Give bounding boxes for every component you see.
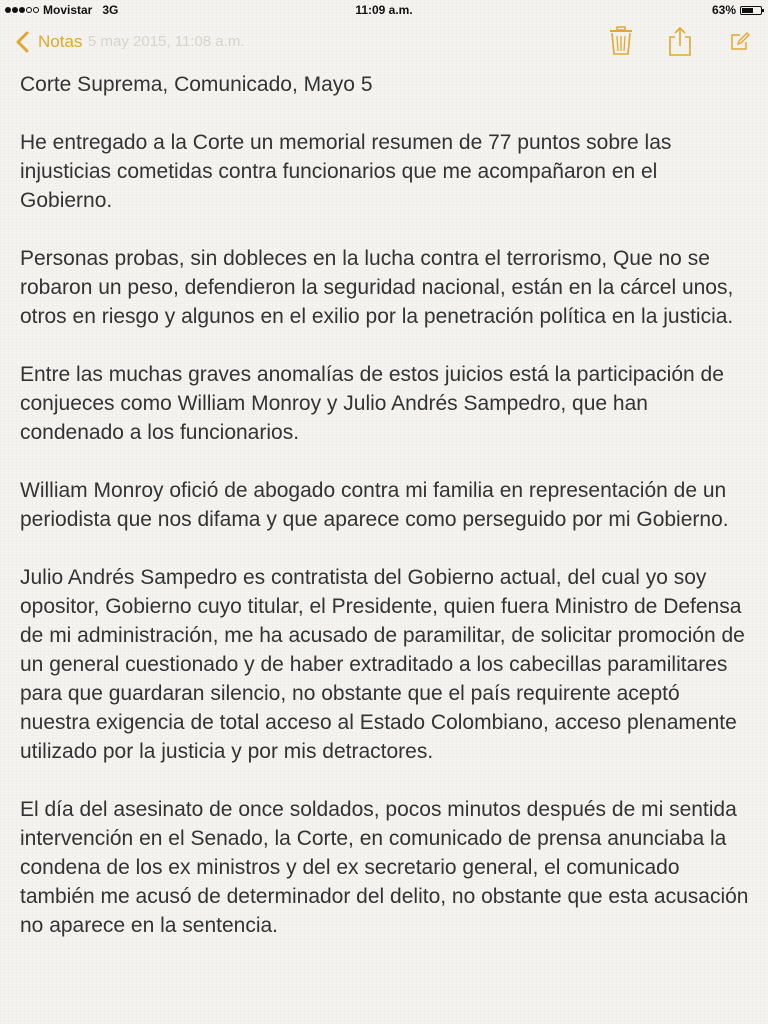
note-paragraph: Julio Andrés Sampedro es contratista del Gobierno actual, del cual yo soy opositor, Gobierno cuyo titular, el Presidente, quien fuera Ministro de Defensa de mi administración, me ha acusado de paramilitar, de solicitar promoción de un general cuestionado y de haber extraditado a los cabecillas paramilitares para que guardaran silencio, no obstante que el país requirente aceptó nuestra exigencia de total acceso al Estado Colombiano, acceso plenamente utilizado por la justicia y por mis detractores. xyxy=(20,566,745,763)
chevron-left-icon xyxy=(14,30,32,54)
nav-bar xyxy=(0,20,768,64)
note-paragraph: El día del asesinato de once soldados, pocos minutos después de mi sentida intervención en el Senado, la Corte, en comunicado de prensa anunciaba la condena de los ex ministros y del ex secretario general, el comunicado también me acusó de determinador del delito, no obstante que esta acusación no aparece en la sentencia. xyxy=(20,798,749,937)
note-paragraph: William Monroy ofició de abogado contra mi familia en representación de un periodista que nos difama y que aparece como perseguido por mi Gobierno. xyxy=(20,479,729,531)
battery-fill xyxy=(742,8,753,13)
note-paragraph: Entre las muchas graves anomalías de estos juicios está la participación de conjueces como William Monroy y Julio Andrés Sampedro, que han condenado a los funcionarios. xyxy=(20,363,724,444)
note-date: 5 may 2015, 11:08 a.m. xyxy=(88,33,245,50)
battery-icon xyxy=(740,6,762,15)
compose-icon[interactable] xyxy=(730,32,750,52)
status-right xyxy=(712,3,762,17)
note-title: Corte Suprema, Comunicado, Mayo 5 xyxy=(20,73,373,96)
network-type: 3G xyxy=(102,3,119,17)
note-paragraph: He entregado a la Corte un memorial resumen de 77 puntos sobre las injusticias cometidas contra funcionarios que me acompañaron en el Gobierno. xyxy=(20,131,672,212)
status-bar xyxy=(0,0,768,20)
status-time: 11:09 a.m. xyxy=(355,3,413,17)
back-button[interactable] xyxy=(14,30,82,54)
back-label: Notas xyxy=(38,32,83,51)
carrier-name: Movistar xyxy=(43,3,93,17)
note-paragraph: Personas probas, sin dobleces en la lucha contra el terrorismo, Que no se robaron un peso, defendieron la seguridad nacional, están en la cárcel unos, otros en riesgo y algunos en el exilio por la penetración política en la justicia. xyxy=(20,247,734,328)
trash-icon[interactable] xyxy=(608,26,634,56)
share-icon[interactable] xyxy=(666,26,694,58)
note-body[interactable] xyxy=(20,70,755,969)
battery-percent: 63% xyxy=(711,3,736,17)
